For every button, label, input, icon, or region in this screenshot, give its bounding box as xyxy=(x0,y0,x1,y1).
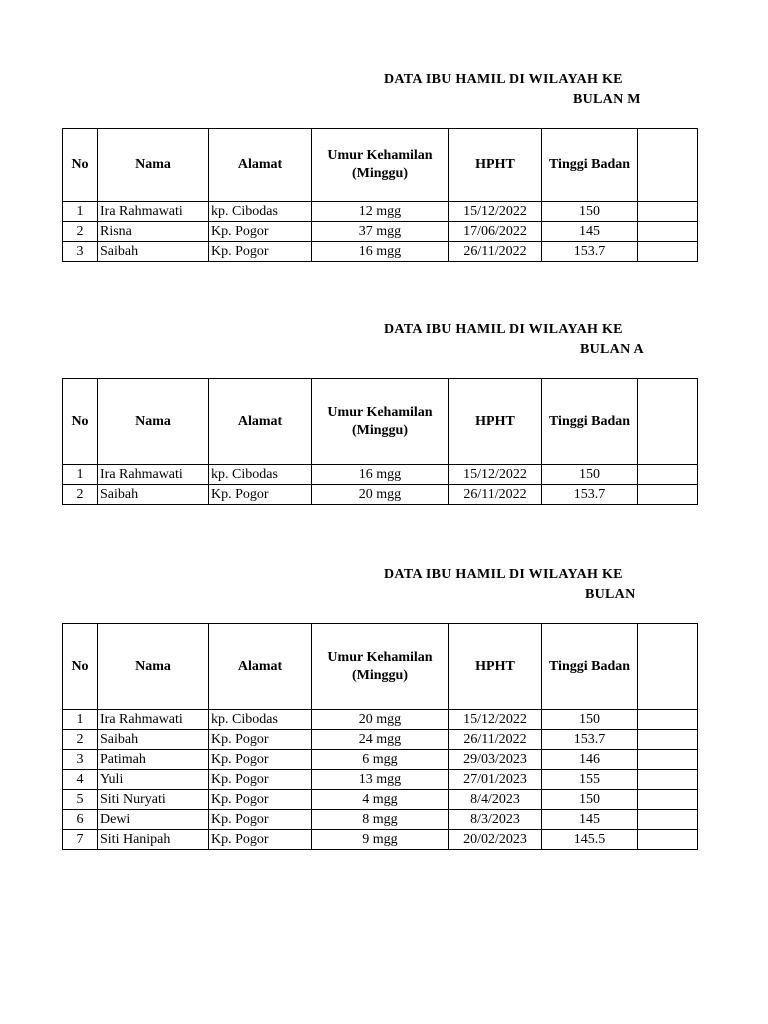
table-row xyxy=(63,810,698,830)
cell-umur: 20 mgg xyxy=(312,485,449,505)
cell-cutoff xyxy=(638,485,698,505)
table-row xyxy=(63,485,698,505)
header-tinggi-badan: Tinggi Badan xyxy=(542,129,638,202)
section-title-line2: BULAN xyxy=(585,587,636,602)
cell-tinggi: 145.5 xyxy=(542,830,638,850)
header-cutoff xyxy=(638,624,698,710)
header-hpht: HPHT xyxy=(449,129,542,202)
table-header-row xyxy=(63,379,698,465)
cell-nama: Dewi xyxy=(98,810,209,830)
cell-cutoff xyxy=(638,202,698,222)
cell-hpht: 20/02/2023 xyxy=(449,830,542,850)
cell-hpht: 26/11/2022 xyxy=(449,485,542,505)
header-umur-kehamilan: Umur Kehamilan (Minggu) xyxy=(312,624,449,710)
header-hpht: HPHT xyxy=(449,379,542,465)
cell-no: 1 xyxy=(63,710,98,730)
pregnancy-table xyxy=(62,378,698,505)
cell-tinggi: 145 xyxy=(542,222,638,242)
table-header-row xyxy=(63,624,698,710)
cell-nama: Saibah xyxy=(98,730,209,750)
cell-hpht: 26/11/2022 xyxy=(449,730,542,750)
cell-alamat: Kp. Pogor xyxy=(209,830,312,850)
cell-nama: Saibah xyxy=(98,242,209,262)
cell-nama: Ira Rahmawati xyxy=(98,465,209,485)
cell-nama: Ira Rahmawati xyxy=(98,710,209,730)
cell-hpht: 29/03/2023 xyxy=(449,750,542,770)
cell-umur: 8 mgg xyxy=(312,810,449,830)
cell-nama: Risna xyxy=(98,222,209,242)
cell-tinggi: 150 xyxy=(542,710,638,730)
cell-hpht: 27/01/2023 xyxy=(449,770,542,790)
cell-hpht: 17/06/2022 xyxy=(449,222,542,242)
cell-umur: 16 mgg xyxy=(312,465,449,485)
header-alamat: Alamat xyxy=(209,624,312,710)
cell-nama: Patimah xyxy=(98,750,209,770)
cell-umur: 24 mgg xyxy=(312,730,449,750)
cell-hpht: 8/3/2023 xyxy=(449,810,542,830)
cell-no: 7 xyxy=(63,830,98,850)
cell-umur: 16 mgg xyxy=(312,242,449,262)
cell-no: 3 xyxy=(63,242,98,262)
cell-no: 5 xyxy=(63,790,98,810)
cell-umur: 9 mgg xyxy=(312,830,449,850)
header-tinggi-badan: Tinggi Badan xyxy=(542,379,638,465)
table-row xyxy=(63,750,698,770)
table-row xyxy=(63,830,698,850)
header-umur-kehamilan: Umur Kehamilan (Minggu) xyxy=(312,129,449,202)
header-umur-kehamilan: Umur Kehamilan (Minggu) xyxy=(312,379,449,465)
header-no: No xyxy=(63,129,98,202)
cell-tinggi: 150 xyxy=(542,202,638,222)
cell-alamat: kp. Cibodas xyxy=(209,465,312,485)
cell-umur: 13 mgg xyxy=(312,770,449,790)
cell-alamat: Kp. Pogor xyxy=(209,810,312,830)
cell-cutoff xyxy=(638,770,698,790)
cell-no: 1 xyxy=(63,202,98,222)
cell-tinggi: 155 xyxy=(542,770,638,790)
cell-no: 2 xyxy=(63,730,98,750)
header-nama: Nama xyxy=(98,624,209,710)
section-title-line1: DATA IBU HAMIL DI WILAYAH KE xyxy=(384,567,623,582)
header-alamat: Alamat xyxy=(209,379,312,465)
cell-cutoff xyxy=(638,222,698,242)
pregnancy-table xyxy=(62,128,698,262)
table-header-row xyxy=(63,129,698,202)
cell-cutoff xyxy=(638,810,698,830)
cell-umur: 20 mgg xyxy=(312,710,449,730)
cell-cutoff xyxy=(638,710,698,730)
cell-tinggi: 150 xyxy=(542,790,638,810)
cell-no: 3 xyxy=(63,750,98,770)
cell-alamat: Kp. Pogor xyxy=(209,222,312,242)
cell-cutoff xyxy=(638,730,698,750)
cell-tinggi: 153.7 xyxy=(542,730,638,750)
cell-alamat: kp. Cibodas xyxy=(209,202,312,222)
header-cutoff xyxy=(638,379,698,465)
cell-umur: 6 mgg xyxy=(312,750,449,770)
cell-no: 2 xyxy=(63,485,98,505)
cell-hpht: 15/12/2022 xyxy=(449,202,542,222)
cell-nama: Siti Hanipah xyxy=(98,830,209,850)
table-row xyxy=(63,465,698,485)
table-row xyxy=(63,710,698,730)
cell-alamat: kp. Cibodas xyxy=(209,710,312,730)
cell-hpht: 8/4/2023 xyxy=(449,790,542,810)
table-row xyxy=(63,790,698,810)
cell-umur: 12 mgg xyxy=(312,202,449,222)
cell-cutoff xyxy=(638,750,698,770)
cell-no: 2 xyxy=(63,222,98,242)
cell-tinggi: 145 xyxy=(542,810,638,830)
cell-tinggi: 153.7 xyxy=(542,242,638,262)
header-no: No xyxy=(63,379,98,465)
header-no: No xyxy=(63,624,98,710)
section-title-line1: DATA IBU HAMIL DI WILAYAH KE xyxy=(384,322,623,337)
cell-alamat: Kp. Pogor xyxy=(209,750,312,770)
cell-alamat: Kp. Pogor xyxy=(209,485,312,505)
cell-tinggi: 150 xyxy=(542,465,638,485)
cell-alamat: Kp. Pogor xyxy=(209,730,312,750)
cell-nama: Yuli xyxy=(98,770,209,790)
table-row xyxy=(63,770,698,790)
cell-no: 6 xyxy=(63,810,98,830)
table-row xyxy=(63,222,698,242)
table-row xyxy=(63,730,698,750)
header-hpht: HPHT xyxy=(449,624,542,710)
header-nama: Nama xyxy=(98,379,209,465)
section-title-line2: BULAN M xyxy=(573,92,641,107)
cell-alamat: Kp. Pogor xyxy=(209,242,312,262)
cell-umur: 37 mgg xyxy=(312,222,449,242)
cell-cutoff xyxy=(638,790,698,810)
cell-umur: 4 mgg xyxy=(312,790,449,810)
cell-cutoff xyxy=(638,465,698,485)
cell-nama: Saibah xyxy=(98,485,209,505)
cell-tinggi: 146 xyxy=(542,750,638,770)
header-alamat: Alamat xyxy=(209,129,312,202)
pregnancy-table xyxy=(62,623,698,850)
header-tinggi-badan: Tinggi Badan xyxy=(542,624,638,710)
cell-cutoff xyxy=(638,830,698,850)
cell-nama: Ira Rahmawati xyxy=(98,202,209,222)
cell-no: 4 xyxy=(63,770,98,790)
cell-nama: Siti Nuryati xyxy=(98,790,209,810)
cell-alamat: Kp. Pogor xyxy=(209,770,312,790)
cell-tinggi: 153.7 xyxy=(542,485,638,505)
cell-cutoff xyxy=(638,242,698,262)
cell-hpht: 15/12/2022 xyxy=(449,710,542,730)
cell-no: 1 xyxy=(63,465,98,485)
header-cutoff xyxy=(638,129,698,202)
table-row xyxy=(63,242,698,262)
table-row xyxy=(63,202,698,222)
section-title-line1: DATA IBU HAMIL DI WILAYAH KE xyxy=(384,72,623,87)
cell-alamat: Kp. Pogor xyxy=(209,790,312,810)
header-nama: Nama xyxy=(98,129,209,202)
cell-hpht: 15/12/2022 xyxy=(449,465,542,485)
cell-hpht: 26/11/2022 xyxy=(449,242,542,262)
section-title-line2: BULAN A xyxy=(580,342,644,357)
